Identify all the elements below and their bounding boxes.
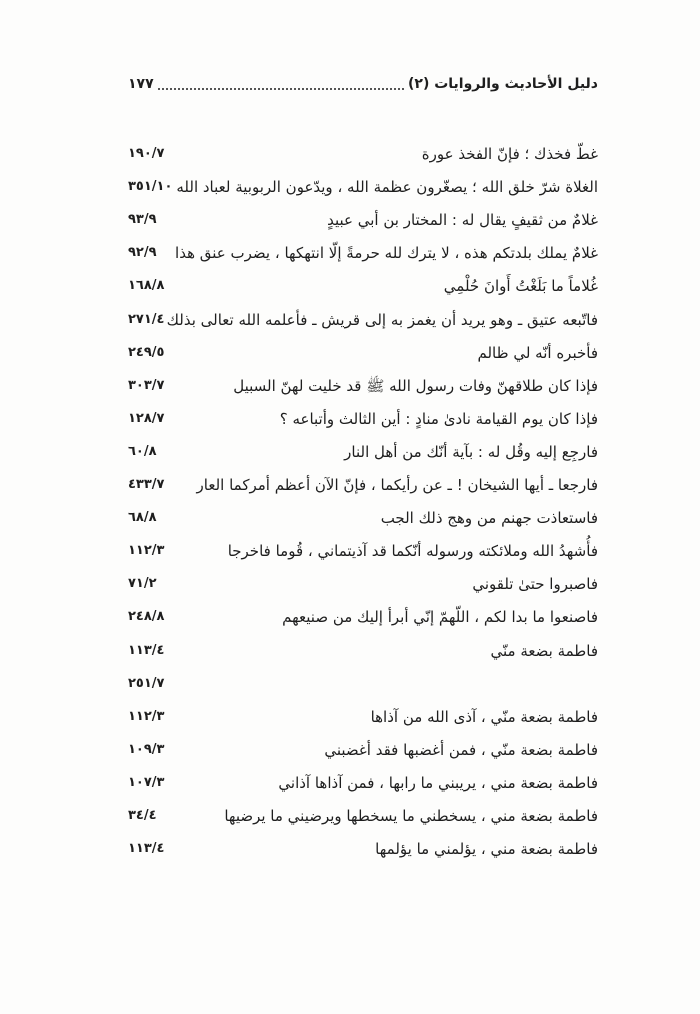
- entry-text: فاصبروا حتىٰ تلقوني: [472, 575, 598, 594]
- entry-reference: ٢٥١/٧: [128, 675, 165, 691]
- index-entry: [128, 272, 598, 300]
- entry-text: فأُشهدُ الله وملائكته ورسوله أنّكما قد آذيتماني ، قُوما فاخرجا: [227, 542, 598, 561]
- entry-text: فإذا كان طلاقهنّ وفات رسول الله ﷺ قد خليت لهنّ السبيل: [233, 376, 598, 395]
- entry-reference: ٢٤٩/٥: [128, 344, 165, 360]
- index-entry: [128, 438, 598, 466]
- entry-text: غلامٌ من ثقيفٍ يقال له : المختار بن أبي عبيدٍ: [327, 211, 598, 230]
- entry-reference: ٣٥١/١٠: [128, 179, 173, 195]
- entry-text: فارجعا ـ أيها الشيخان ! ـ عن رأيكما ، فإنّ الآن أعظم أمركما العار: [196, 476, 598, 494]
- entry-text: فارجِع إليه وقُل له : بآية أنّك من أهل النار: [344, 442, 598, 461]
- index-entry: [128, 239, 598, 267]
- entry-reference: ٩٢/٩: [128, 245, 157, 261]
- entry-reference: ٢٤٨/٨: [128, 609, 165, 625]
- index-entry: [128, 703, 598, 731]
- index-entry: [128, 736, 598, 764]
- index-entry: [128, 339, 598, 367]
- page-number: ١٧٧: [128, 76, 154, 92]
- entry-text: فاطمة بضعة مني ، يسخطني ما يسخطها ويرضيني ما يرضيها: [224, 807, 598, 825]
- entry-reference: ٣٠٣/٧: [128, 377, 165, 393]
- entry-text: فاطمة بضعة مني ، يريبني ما رابها ، فمن آذاها آذاني: [278, 773, 598, 792]
- index-entry: [128, 537, 598, 565]
- entry-text: غلامٌ يملك بلدتكم هذه ، لا يترك لله حرمةً إلّا انتهكها ، يضرب عنق هذا: [175, 244, 598, 263]
- entry-reference: ١٢٨/٧: [128, 410, 165, 426]
- entry-reference: ١٠٧/٣: [128, 774, 165, 790]
- entry-reference: ٤٣٣/٧: [128, 477, 165, 492]
- entry-text: فاطمة بضعة منّي: [490, 641, 598, 660]
- index-entry: [128, 570, 598, 598]
- entry-text: فأخبره أنّه لي ظالم: [477, 343, 598, 362]
- entry-reference: ١٦٨/٨: [128, 278, 165, 294]
- entry-text: فاصنعوا ما بدا لكم ، اللّهمّ إنّي أبرأ إليك من صنيعهم: [282, 608, 598, 627]
- entry-text: غُلاماً ما بَلَغْتُ أَوانَ حُلْمِي: [443, 277, 598, 296]
- entry-reference: ٢٧١/٤: [128, 311, 165, 327]
- leader-dots: [158, 78, 404, 90]
- entry-reference: ١٩٠/٧: [128, 146, 165, 161]
- index-entry: [128, 670, 598, 698]
- entry-text: فاطمة بضعة منّي ، آذى الله من آذاها: [370, 707, 598, 726]
- entry-reference: ٣٤/٤: [128, 808, 157, 823]
- index-entry: [128, 835, 598, 863]
- entry-reference: ١١٢/٣: [128, 708, 165, 724]
- index-entry: [128, 471, 598, 499]
- index-entry: [128, 405, 598, 433]
- entry-reference: ١١٣/٤: [128, 841, 165, 857]
- entry-text: فاطمة بضعة مني ، يؤلمني ما يؤلمها: [375, 840, 598, 859]
- index-entry: [128, 802, 598, 830]
- index-entry: [128, 306, 598, 334]
- entry-reference: ٦٨/٨: [128, 510, 157, 526]
- index-entry: [128, 206, 598, 234]
- index-entry: [128, 372, 598, 400]
- index-entry: [128, 769, 598, 797]
- entry-text: فاطمة بضعة منّي ، فمن أغضبها فقد أغضبني: [324, 740, 598, 759]
- index-entry: [128, 504, 598, 532]
- entry-text: غطّ فخذك ؛ فإنّ الفخذ عورة: [421, 145, 598, 163]
- running-header: [128, 72, 598, 96]
- entry-reference: ١١٢/٣: [128, 543, 165, 559]
- entry-reference: ١١٣/٤: [128, 642, 165, 658]
- entry-reference: ٧١/٢: [128, 576, 157, 592]
- entry-text: فاستعاذت جهنم من وهج ذلك الجب: [380, 509, 598, 528]
- entry-reference: ٩٣/٩: [128, 212, 157, 228]
- index-entry: [128, 140, 598, 168]
- entry-text: الغلاة شرّ خلق الله ؛ يصغّرون عظمة الله ، ويدّعون الربوبية لعباد الله: [176, 178, 598, 197]
- entry-reference: ١٠٩/٣: [128, 741, 165, 757]
- index-entry: [128, 173, 598, 201]
- entry-text: فاتّبعه عتيق ـ وهو يريد أن يغمز به إلى قريش ـ فأعلمه الله تعالى بذلك: [166, 310, 598, 329]
- index-entry: [128, 603, 598, 631]
- entry-reference: ٦٠/٨: [128, 443, 157, 459]
- book-title: دليل الأحاديث والروايات (٢): [407, 76, 598, 92]
- entry-text: فإذا كان يوم القيامة نادىٰ منادٍ : أين الثالث وأتباعه ؟: [279, 409, 598, 428]
- index-entry: [128, 637, 598, 665]
